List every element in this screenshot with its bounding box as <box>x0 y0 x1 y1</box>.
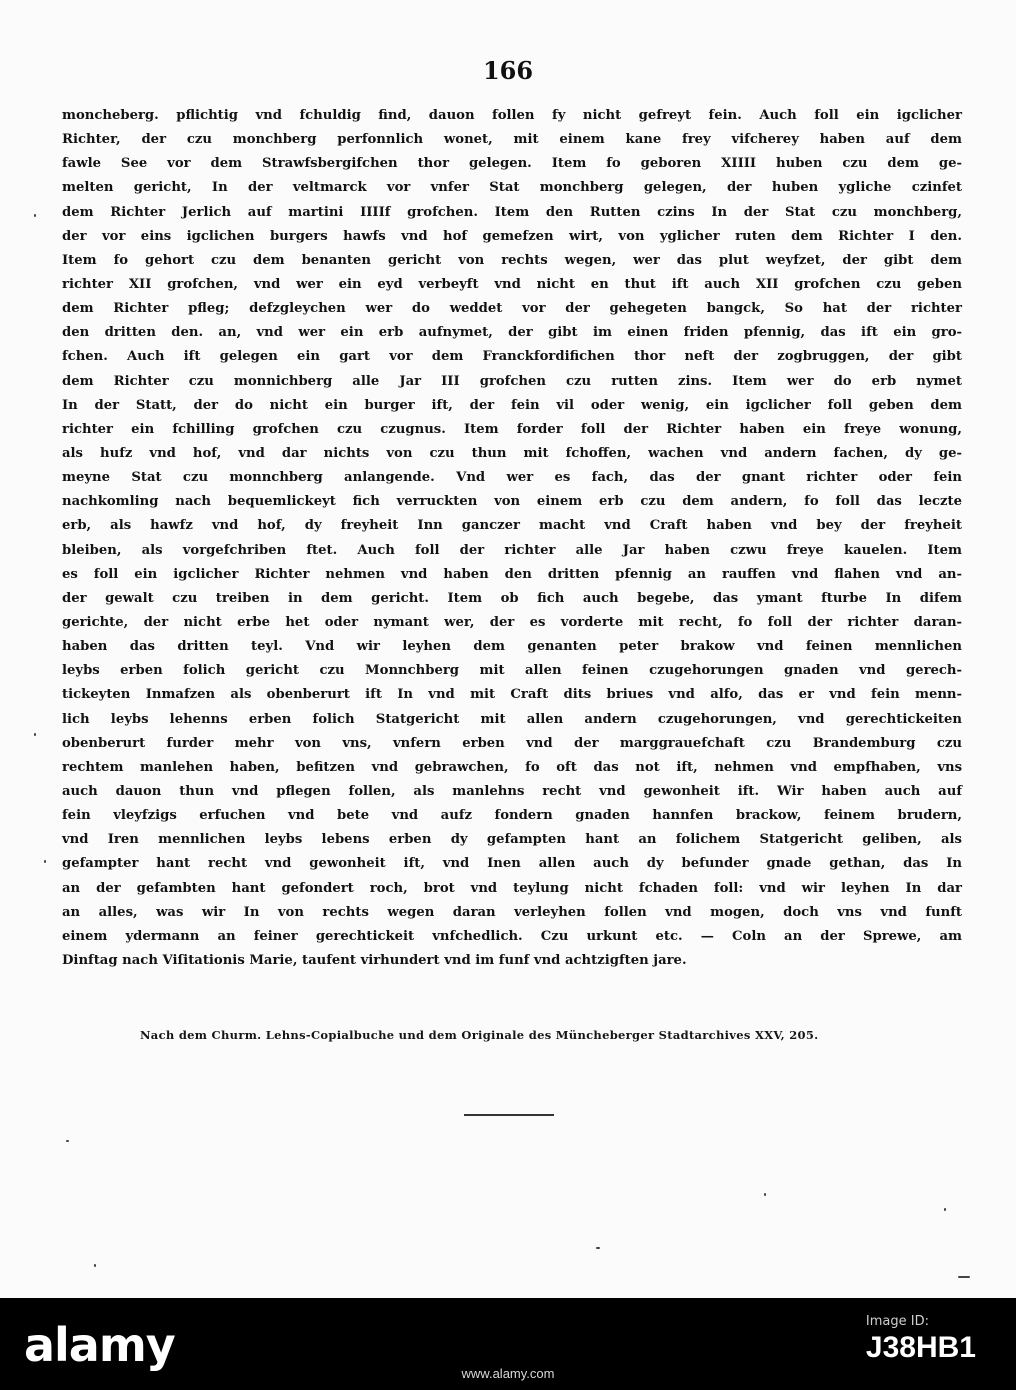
text-line: meyne Stat czu monnchberg anlangende. Vnd wer es fach, das der gnant richter oder fein <box>62 470 962 486</box>
source-note: Nach dem Churm. Lehns-Copialbuche und dem Originale des Müncheberger Stadtarchives XXV, 205. <box>140 1028 819 1042</box>
text-line: Richter, der czu monchberg perfonnlich wonet, mit einem kane frey vifcherey haben auf dem <box>62 132 962 148</box>
text-line: melten gericht, In der veltmarck vor vnfer Stat monchberg gelegen, der huben ygliche czinfet <box>62 180 962 196</box>
text-line: fawle See vor dem Strawfsbergifchen thor gelegen. Item fo geboren XIIII huben czu dem ge- <box>62 156 962 172</box>
scan-speck <box>94 1264 96 1267</box>
scan-speck <box>44 860 46 863</box>
text-line: richter ein fchilling grofchen czu czugnus. Item forder foll der Richter haben ein freye wonung, <box>62 421 962 437</box>
text-line: fchen. Auch ift gelegen ein gart vor dem Franckfordifichen thor neft der zogbruggen, der gibt <box>62 349 962 365</box>
text-line: auch dauon thun vnd pflegen follen, als manlehns recht vnd gewonheit ift. Wir haben auch auf <box>62 783 962 799</box>
text-line: In der Statt, der do nicht ein burger ift, der fein vil oder wenig, ein igclicher foll geben dem <box>62 397 962 413</box>
text-line: gefampter hant recht vnd gewonheit ift, vnd Inen allen auch dy befunder gnade gethan, das In <box>62 856 962 872</box>
text-line: an alles, was wir In von rechts wegen daran verleyhen follen vnd mogen, doch vns vnd funft <box>62 904 962 920</box>
scan-speck <box>764 1193 766 1196</box>
text-line: Item fo gehort czu dem benanten gericht von rechts wegen, wer das plut weyfzet, der gibt dem <box>62 252 962 268</box>
scan-speck <box>34 214 36 217</box>
text-line: tickeyten Inmafzen als obenberurt ift In vnd mit Craft dits briues vnd alfo, das er vnd fein menn- <box>62 687 962 703</box>
text-line: dem Richter czu monnichberg alle Jar III grofchen czu rutten zins. Item wer do erb nymet <box>62 373 962 389</box>
text-line: leybs erben folich gericht czu Monnchberg mit allen feinen czugehorungen gnaden vnd gerech- <box>62 663 962 679</box>
divider-rule <box>464 1114 554 1116</box>
text-line: nachkomling nach bequemlickeyt fich verruckten von einem erb czu dem andern, fo foll das leczte <box>62 494 962 510</box>
image-id-label: Image ID: <box>865 1314 929 1329</box>
text-line: dem Richter Jerlich auf martini IIIIf grofchen. Item den Rutten czins In der Stat czu monchberg, <box>62 204 962 220</box>
text-line: haben das dritten teyl. Vnd wir leyhen dem genanten peter brakow vnd feinen mennlichen <box>62 639 962 655</box>
scan-speck <box>958 1276 970 1278</box>
text-line: den dritten den. an, vnd wer ein erb aufnymet, der gibt im einen friden pfennig, das ift ein gro- <box>62 325 962 341</box>
text-line: dem Richter pfleg; defzgleychen wer do weddet vor der gehegeten bangck, So hat der richter <box>62 301 962 317</box>
site-url: www.alamy.com <box>461 1366 555 1381</box>
text-line: obenberurt furder mehr von vns, vnfern erben vnd der marggrauefchaft czu Brandemburg czu <box>62 735 962 751</box>
text-line: gerichte, der nicht erbe het oder nymant wer, der es vorderte mit recht, fo foll der richter daran- <box>62 614 962 630</box>
scan-speck <box>944 1208 946 1211</box>
text-line: fein vleyfzigs erfuchen vnd bete vnd aufz fondern gnaden hannfen brackow, feinem brudern, <box>62 808 962 824</box>
text-line: der vor eins igclichen burgers hawfs vnd hof gemefzen wirt, von yglicher ruten dem Richter I den. <box>62 228 962 244</box>
text-line: der gewalt czu treiben in dem gericht. Item ob fich auch begebe, das ymant fturbe In difem <box>62 590 962 606</box>
text-line: bleiben, als vorgefchriben ftet. Auch foll der richter alle Jar haben czwu freye kauelen. Item <box>62 542 962 558</box>
text-line: moncheberg. pflichtig vnd fchuldig find, dauon follen fy nicht gefreyt fein. Auch foll ein igclicher <box>62 108 962 123</box>
text-line: lich leybs lehenns erben folich Statgericht mit allen andern czugehorungen, vnd gerechtickeiten <box>62 711 962 727</box>
text-line: als hufz vnd hof, vnd dar nichts von czu thun mit fchoffen, wachen vnd andern fachen, dy ge- <box>62 445 962 461</box>
brand-logo: alamy <box>24 1318 175 1372</box>
text-line: es foll ein igclicher Richter nehmen vnd haben den dritten pfennig an rauffen vnd flahen vnd an- <box>62 566 962 582</box>
body-text <box>62 104 962 973</box>
text-line: einem ydermann an feiner gerechtickeit vnfchedlich. Czu urkunt etc. — Coln an der Sprewe, am <box>62 928 962 944</box>
text-line: vnd Iren mennlichen leybs lebens erben dy gefampten hant an folichem Statgericht geliben, als <box>62 832 962 848</box>
page-number: 166 <box>482 56 534 85</box>
scan-speck <box>66 1140 69 1142</box>
scan-speck <box>596 1247 600 1249</box>
text-line: erb, als hawfz vnd hof, dy freyheit Inn ganczer macht vnd Craft haben vnd bey der freyheit <box>62 518 962 534</box>
image-id-block <box>866 1314 976 1365</box>
text-line: richter XII grofchen, vnd wer ein eyd verbeyft vnd nicht en thut ift auch XII grofchen czu geben <box>62 276 962 292</box>
image-id-code: J38HB1 <box>865 1331 976 1364</box>
text-line: an der gefambten hant gefondert roch, brot vnd teylung nicht fchaden foll: vnd wir leyhen In dar <box>62 880 962 896</box>
text-line: rechtem manlehen haben, befitzen vnd gebrawchen, fo oft das not ift, nehmen vnd empfhaben, vns <box>62 759 962 775</box>
text-line: Dinftag nach Viſitationis Marie, taufent virhundert vnd im funf vnd achtzigften jare. <box>62 952 687 968</box>
scan-speck <box>34 733 36 736</box>
